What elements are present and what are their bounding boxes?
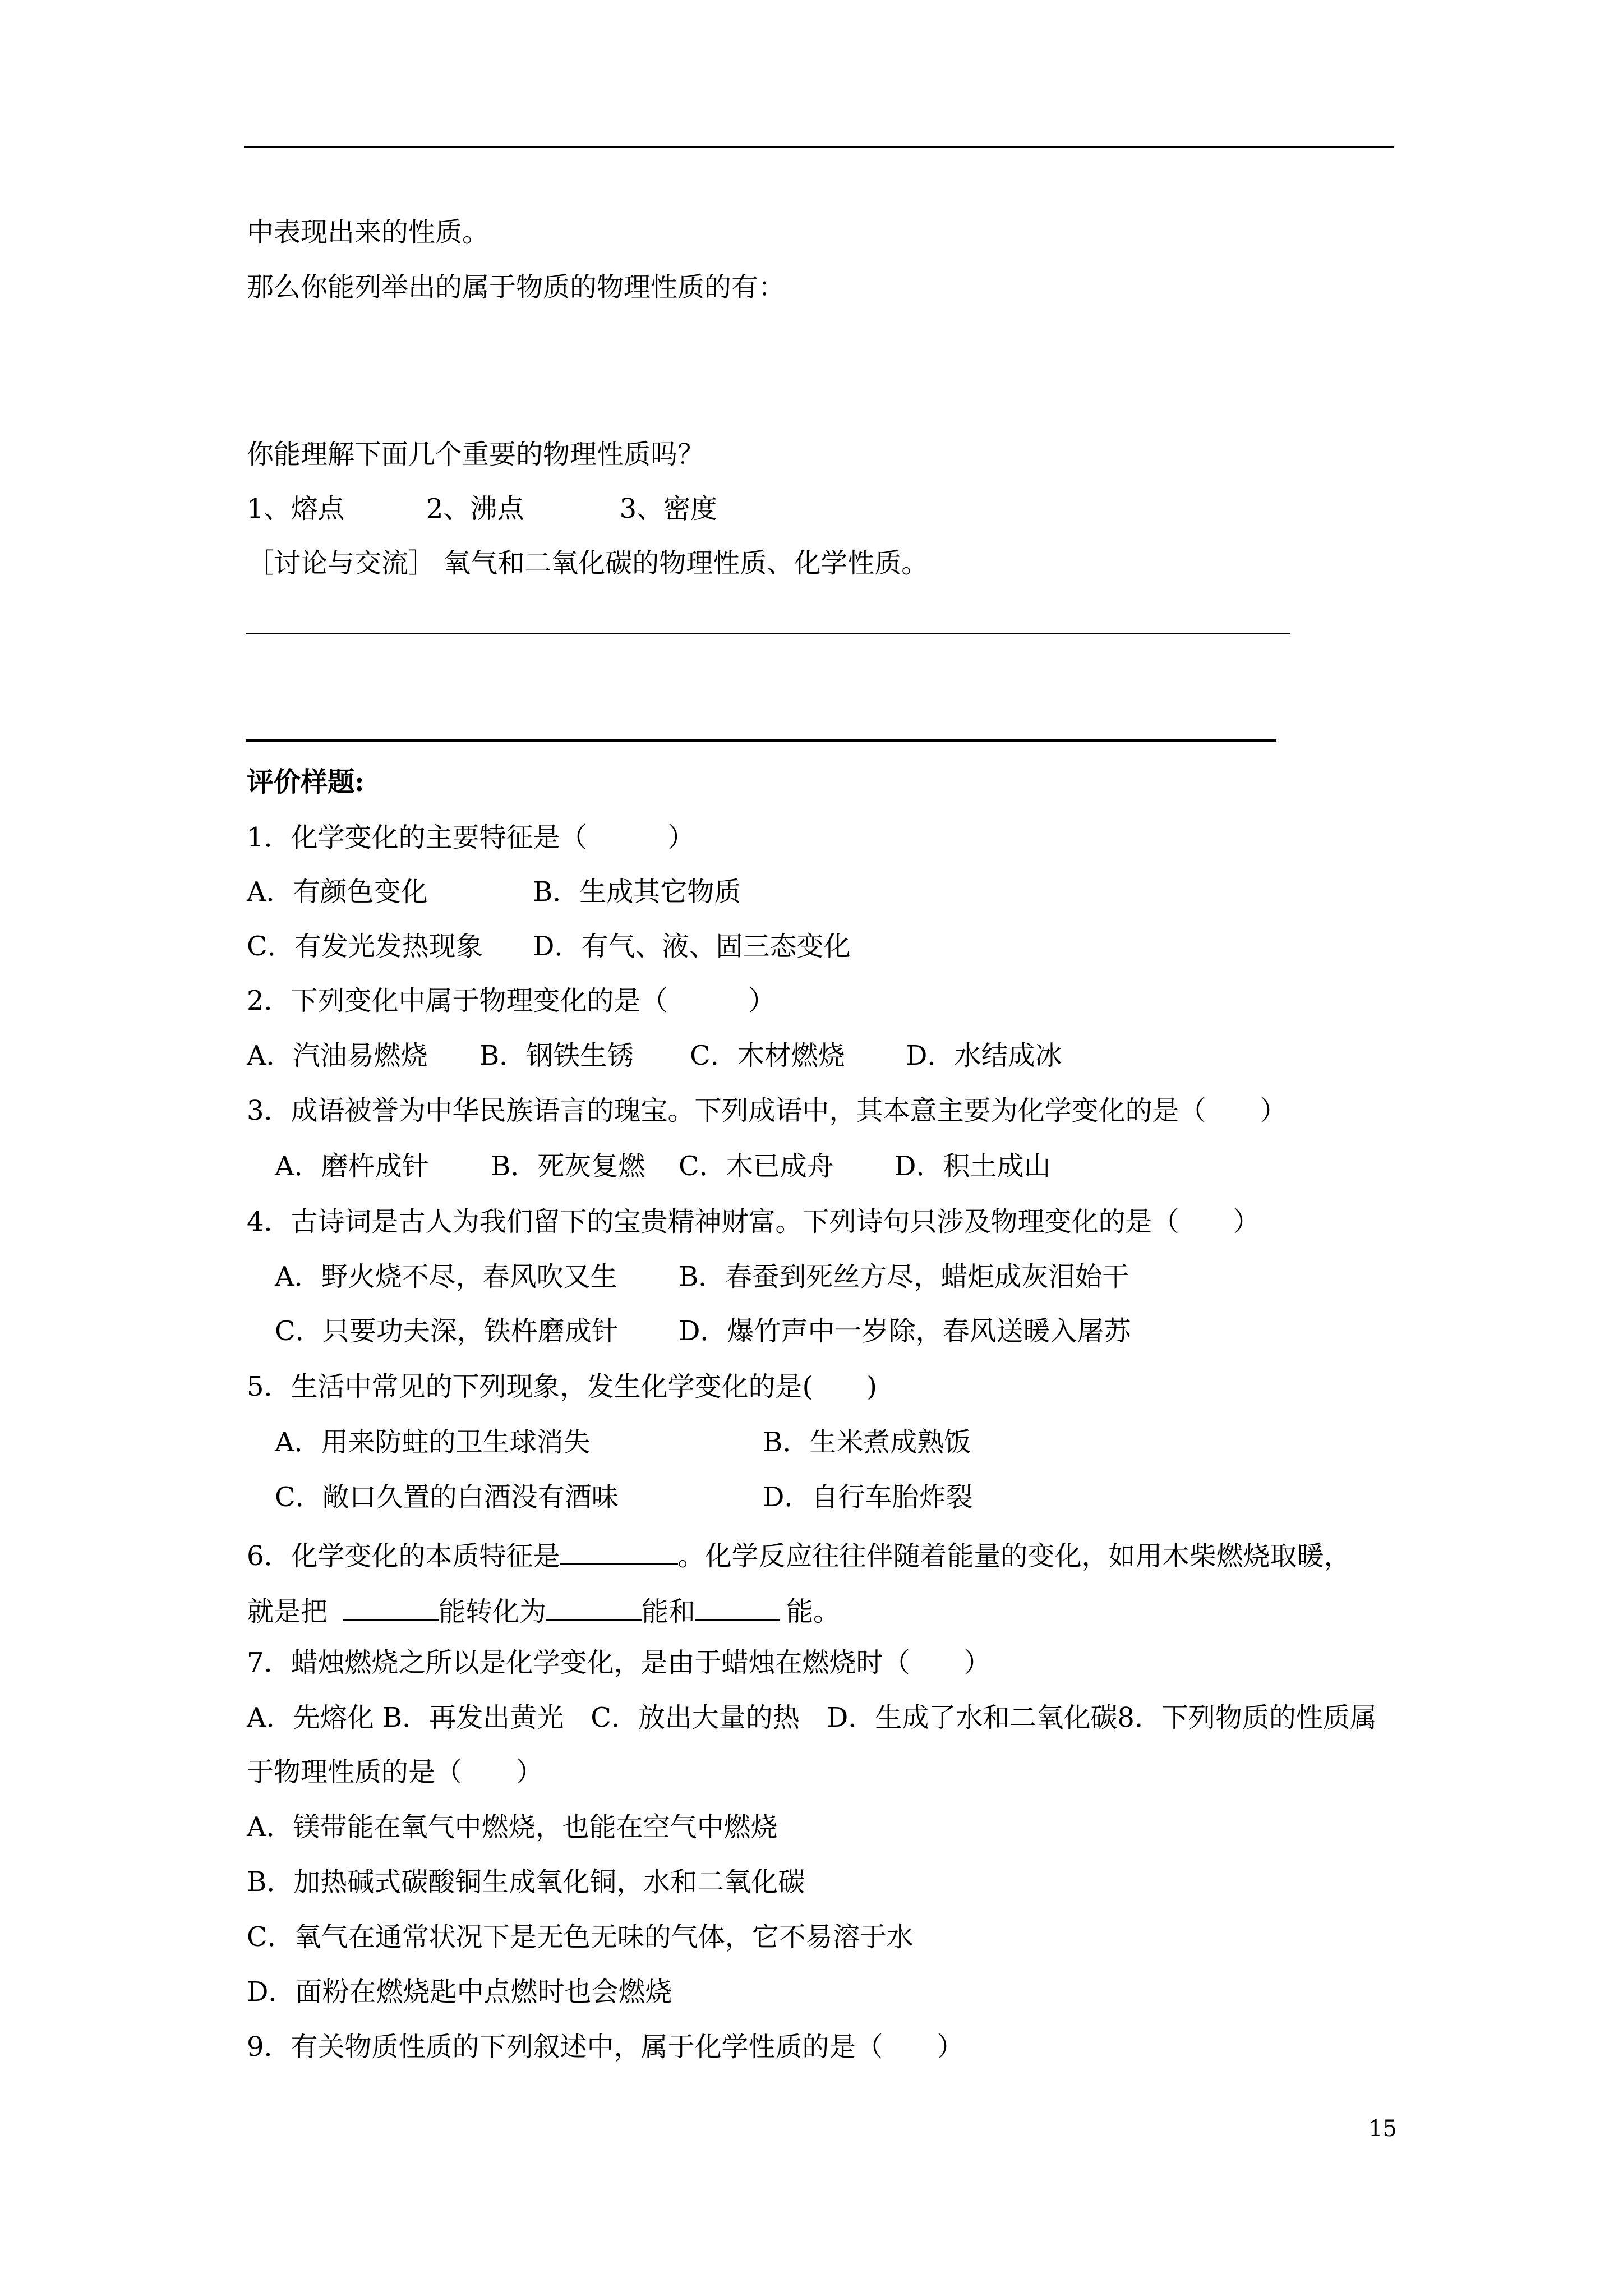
q2-option-d: D．水结成冰 <box>906 1040 1062 1071</box>
q5-options-row-1 <box>275 1424 971 1460</box>
q3-option-a: A．磨杵成针 <box>275 1151 429 1182</box>
q8-option-a: A．镁带能在氧气中燃烧，也能在空气中燃烧 <box>247 1811 778 1843</box>
q3-option-d: D．积土成山 <box>895 1151 1051 1182</box>
q3-stem: 3．成语被誉为中华民族语言的瑰宝。下列成语中，其本意主要为化学变化的是（ ） <box>247 1095 1287 1126</box>
intro-line-3: 你能理解下面几个重要的物理性质吗？ <box>247 439 705 470</box>
q6-blank-energy-to-1[interactable] <box>546 1590 642 1621</box>
q6-blank-essence[interactable] <box>560 1534 678 1565</box>
q1-options-row-2 <box>247 928 851 964</box>
q1-stem: 1．化学变化的主要特征是（ ） <box>247 822 695 853</box>
q6-text-5: 能和 <box>642 1596 696 1627</box>
q8-option-c: C．氧气在通常状况下是无色无味的气体，它不易溶于水 <box>247 1921 914 1953</box>
q6-text-1: 6．化学变化的本质特征是 <box>247 1540 560 1572</box>
q5-option-d: D．自行车胎炸裂 <box>763 1481 973 1513</box>
q8-stem-continued: 于物理性质的是（ ） <box>247 1756 543 1788</box>
q2-option-a: A．汽油易燃烧 <box>247 1040 428 1071</box>
q5-stem: 5．生活中常见的下列现象，发生化学变化的是( ) <box>247 1371 877 1402</box>
q5-option-a: A．用来防蛀的卫生球消失 <box>275 1427 591 1458</box>
q4-option-b: B．春蚕到死丝方尽，蜡炬成灰泪始干 <box>679 1261 1129 1292</box>
q2-option-c: C．木材燃烧 <box>690 1040 845 1071</box>
q7-stem: 7．蜡烛燃烧之所以是化学变化，是由于蜡烛在燃烧时（ ） <box>247 1647 991 1678</box>
section-title: 评价样题: <box>247 766 365 798</box>
discussion-line: ［讨论与交流］ 氧气和二氧化碳的物理性质、化学性质。 <box>247 547 929 579</box>
q1-option-c: C．有发光发热现象 <box>247 931 483 962</box>
q8-option-b: B．加热碱式碳酸铜生成氧化铜，水和二氧化碳 <box>247 1866 805 1898</box>
q6-blank-energy-to-2[interactable] <box>695 1590 780 1621</box>
intro-line-2: 那么你能列举出的属于物质的物理性质的有： <box>247 272 786 303</box>
q8-option-d: D．面粉在燃烧匙中点燃时也会燃烧 <box>247 1976 672 2008</box>
q6-text-2: 。化学反应往往伴随着能量的变化，如用木柴燃烧取暖， <box>677 1540 1351 1572</box>
q4-stem: 4．古诗词是古人为我们留下的宝贵精神财富。下列诗句只涉及物理变化的是（ ） <box>247 1206 1260 1237</box>
property-melting-point: 1、熔点 <box>247 493 345 524</box>
q6-text-3: 就是把 <box>247 1596 328 1627</box>
q5-option-b: B．生米煮成熟饭 <box>763 1427 971 1458</box>
property-density: 3、密度 <box>619 493 718 524</box>
q4-option-a: A．野火烧不尽，春风吹又生 <box>275 1261 617 1292</box>
intro-line-1: 中表现出来的性质。 <box>247 217 490 248</box>
q2-options <box>247 1038 1062 1074</box>
q6-line-2 <box>247 1590 840 1630</box>
q2-option-b: B．钢铁生锈 <box>479 1040 634 1071</box>
q1-options-row-1 <box>247 874 741 910</box>
q6-blank-energy-from[interactable] <box>343 1590 439 1621</box>
q5-options-row-2 <box>275 1479 973 1515</box>
q4-options-row-1 <box>275 1259 1129 1295</box>
q3-options <box>275 1148 1051 1184</box>
q4-option-d: D．爆竹声中一岁除，春风送暖入屠苏 <box>679 1315 1131 1347</box>
q6-text-6: 能。 <box>786 1596 841 1627</box>
property-boiling-point: 2、沸点 <box>426 493 524 524</box>
q5-option-c: C．敞口久置的白酒没有酒味 <box>275 1481 619 1513</box>
q7-options: A．先熔化 B．再发出黄光 C．放出大量的热 D．生成了水和二氧化碳8．下列物质的性质属 <box>247 1702 1377 1733</box>
page-number: 15 <box>1368 2116 1397 2142</box>
q4-option-c: C．只要功夫深，铁杵磨成针 <box>275 1315 619 1347</box>
q3-option-c: C．木已成舟 <box>679 1151 834 1182</box>
properties-list <box>247 491 717 527</box>
q9-stem: 9．有关物质性质的下列叙述中，属于化学性质的是（ ） <box>247 2031 964 2063</box>
q2-stem: 2．下列变化中属于物理变化的是（ ） <box>247 985 776 1016</box>
header-rule <box>244 146 1394 148</box>
q1-option-b: B．生成其它物质 <box>533 876 741 908</box>
answer-line-1 <box>246 633 1290 634</box>
q1-option-a: A．有颜色变化 <box>247 876 428 908</box>
q1-option-d: D．有气、液、固三态变化 <box>533 931 851 962</box>
answer-line-2 <box>246 739 1276 742</box>
q6-text-4: 能转化为 <box>439 1596 547 1627</box>
q3-option-b: B．死灰复燃 <box>491 1151 645 1182</box>
q4-options-row-2 <box>275 1313 1131 1349</box>
q6-line-1 <box>247 1534 1351 1574</box>
